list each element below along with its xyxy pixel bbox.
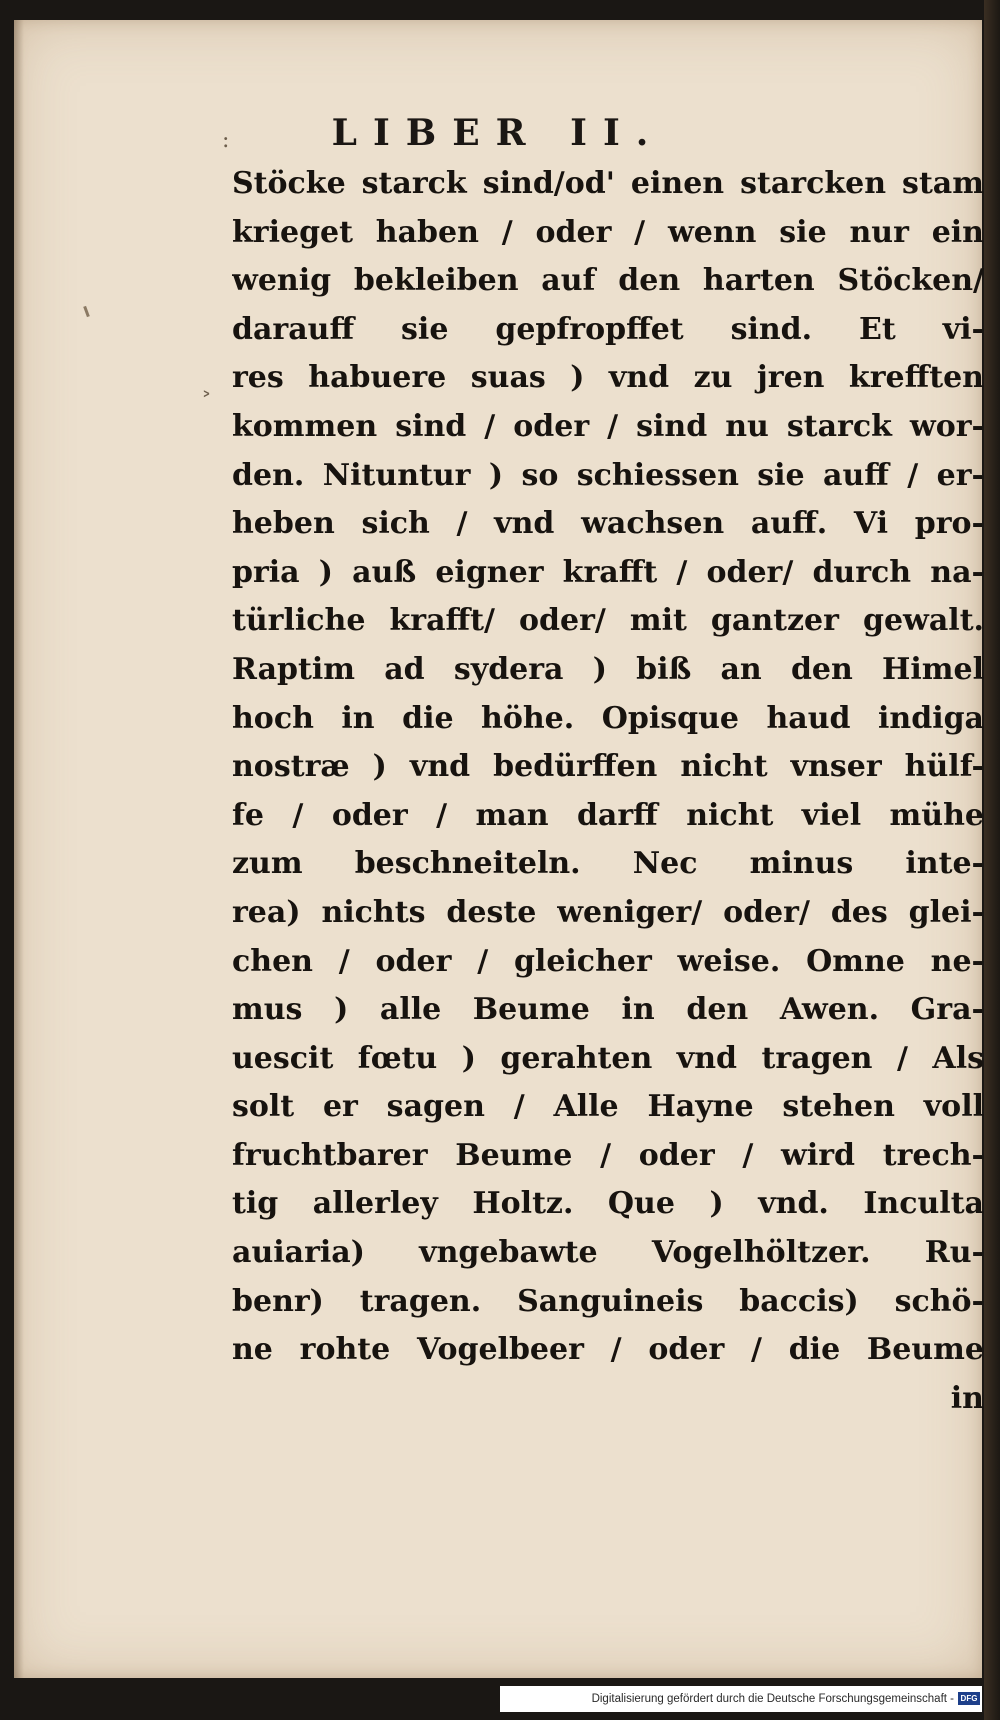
text-line: benr) tragen. Sanguineis baccis) schö- [232,1283,984,1319]
dfg-logo: DFG [958,1692,980,1705]
text-line: darauff sie gepfropffet sind. Et vi- [232,311,984,347]
text-line: auiaria) vngebawte Vogelhöltzer. Ru- [232,1235,984,1271]
text-line: hoch in die höhe. Opisque haud indiga [232,700,984,736]
text-line: fe / oder / man darff nicht viel mühe [232,797,984,833]
text-line: wenig bekleiben auf den harten Stöcken/ [232,263,984,299]
margin-mark: : [222,128,230,153]
text-line: chen / oder / gleicher weise. Omne ne- [232,943,984,979]
text-line: heben sich / vnd wachsen auff. Vi pro- [232,506,984,542]
text-line: Raptim ad sydera ) biß an den Himel [232,651,984,687]
footer-credit-text: Digitalisierung gefördert durch die Deutsche Forschungsgemeinschaft - [591,1693,954,1705]
text-line: Stöcke starck sind/od' einen starcken stam [232,166,984,201]
digitization-footer [500,1686,982,1712]
book-binding-edge [984,0,1000,1720]
paper-speck [83,306,90,317]
text-line: den. Nituntur ) so schiessen sie auff / er- [232,457,984,493]
text-line: türliche krafft/ oder/ mit gantzer gewalt. [232,603,984,639]
text-line: kommen sind / oder / sind nu starck wor- [232,408,984,444]
text-line: rea) nichts deste weniger/ oder/ des glei- [232,894,984,930]
body-text [232,160,984,1423]
text-line: uescit fœtu ) gerahten vnd tragen / Als [232,1040,984,1076]
book-page [14,20,982,1678]
margin-bullet-mark: ˃ [201,390,212,415]
text-line: solt er sagen / Alle Hayne stehen voll [232,1089,984,1125]
text-line: tig allerley Holtz. Que ) vnd. Inculta [232,1186,984,1222]
page-gutter-shadow [14,20,24,1678]
text-line: pria ) auß eigner krafft / oder/ durch na- [232,554,984,590]
text-line: nostræ ) vnd bedürffen nicht vnser hülf- [232,749,984,785]
text-line: krieget haben / oder / wenn sie nur ein [232,214,984,250]
text-line: fruchtbarer Beume / oder / wird trech- [232,1137,984,1173]
text-line: ne rohte Vogelbeer / oder / die Beume [232,1332,984,1368]
catchword: in [950,1380,984,1416]
text-line: mus ) alle Beume in den Awen. Gra- [232,992,984,1028]
text-line: res habuere suas ) vnd zu jren krefften [232,360,984,396]
text-line: zum beschneiteln. Nec minus inte- [232,846,984,882]
running-head: LIBER II. [331,112,665,154]
